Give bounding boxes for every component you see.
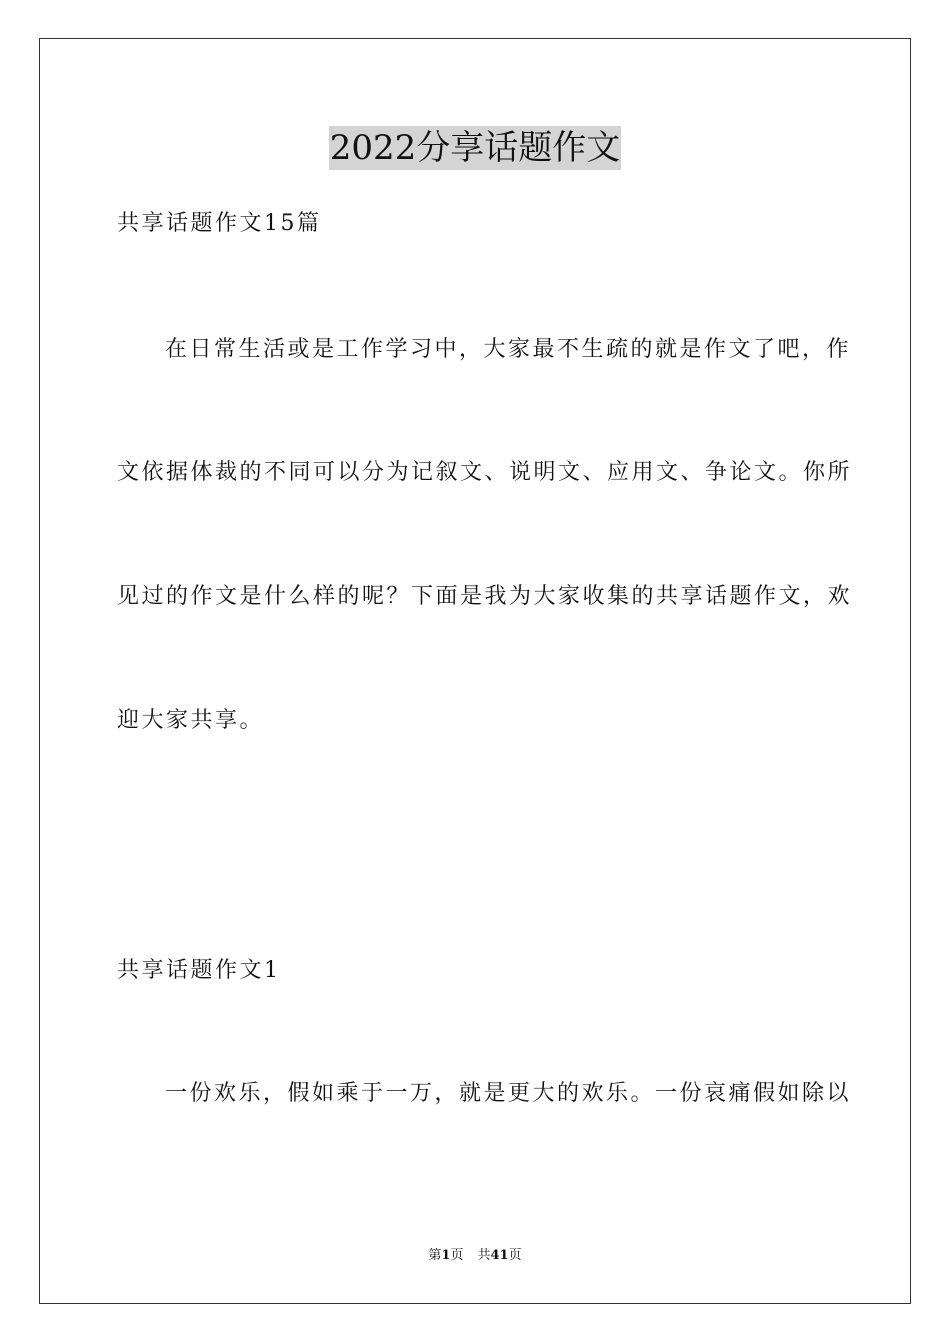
title-container [0,126,950,170]
intro-line-3: 见过的作文是什么样的呢？下面是我为大家收集的共享话题作文，欢 [117,584,853,609]
total-prefix: 共 [477,1248,491,1263]
page-footer [0,1247,950,1265]
total-suffix: 页 [508,1248,522,1263]
intro-line-4: 迎大家共享。 [117,708,265,733]
section-first-line: 一份欢乐，假如乘于一万，就是更大的欢乐。一份哀痛假如除以 [165,1081,852,1106]
intro-line-2: 文依据体裁的不同可以分为记叙文、说明文、应用文、争论文。你所 [117,460,853,485]
page-prefix: 第 [428,1248,442,1263]
total-pages: 41 [490,1248,509,1263]
page-number: 1 [441,1248,451,1263]
document-title: 2022分享话题作文 [329,128,621,168]
document-subtitle: 共享话题作文15篇 [117,211,322,236]
section-heading: 共享话题作文1 [117,958,281,983]
page-suffix: 页 [450,1248,464,1263]
intro-line-1: 在日常生活或是工作学习中，大家最不生疏的就是作文了吧，作 [165,337,852,362]
